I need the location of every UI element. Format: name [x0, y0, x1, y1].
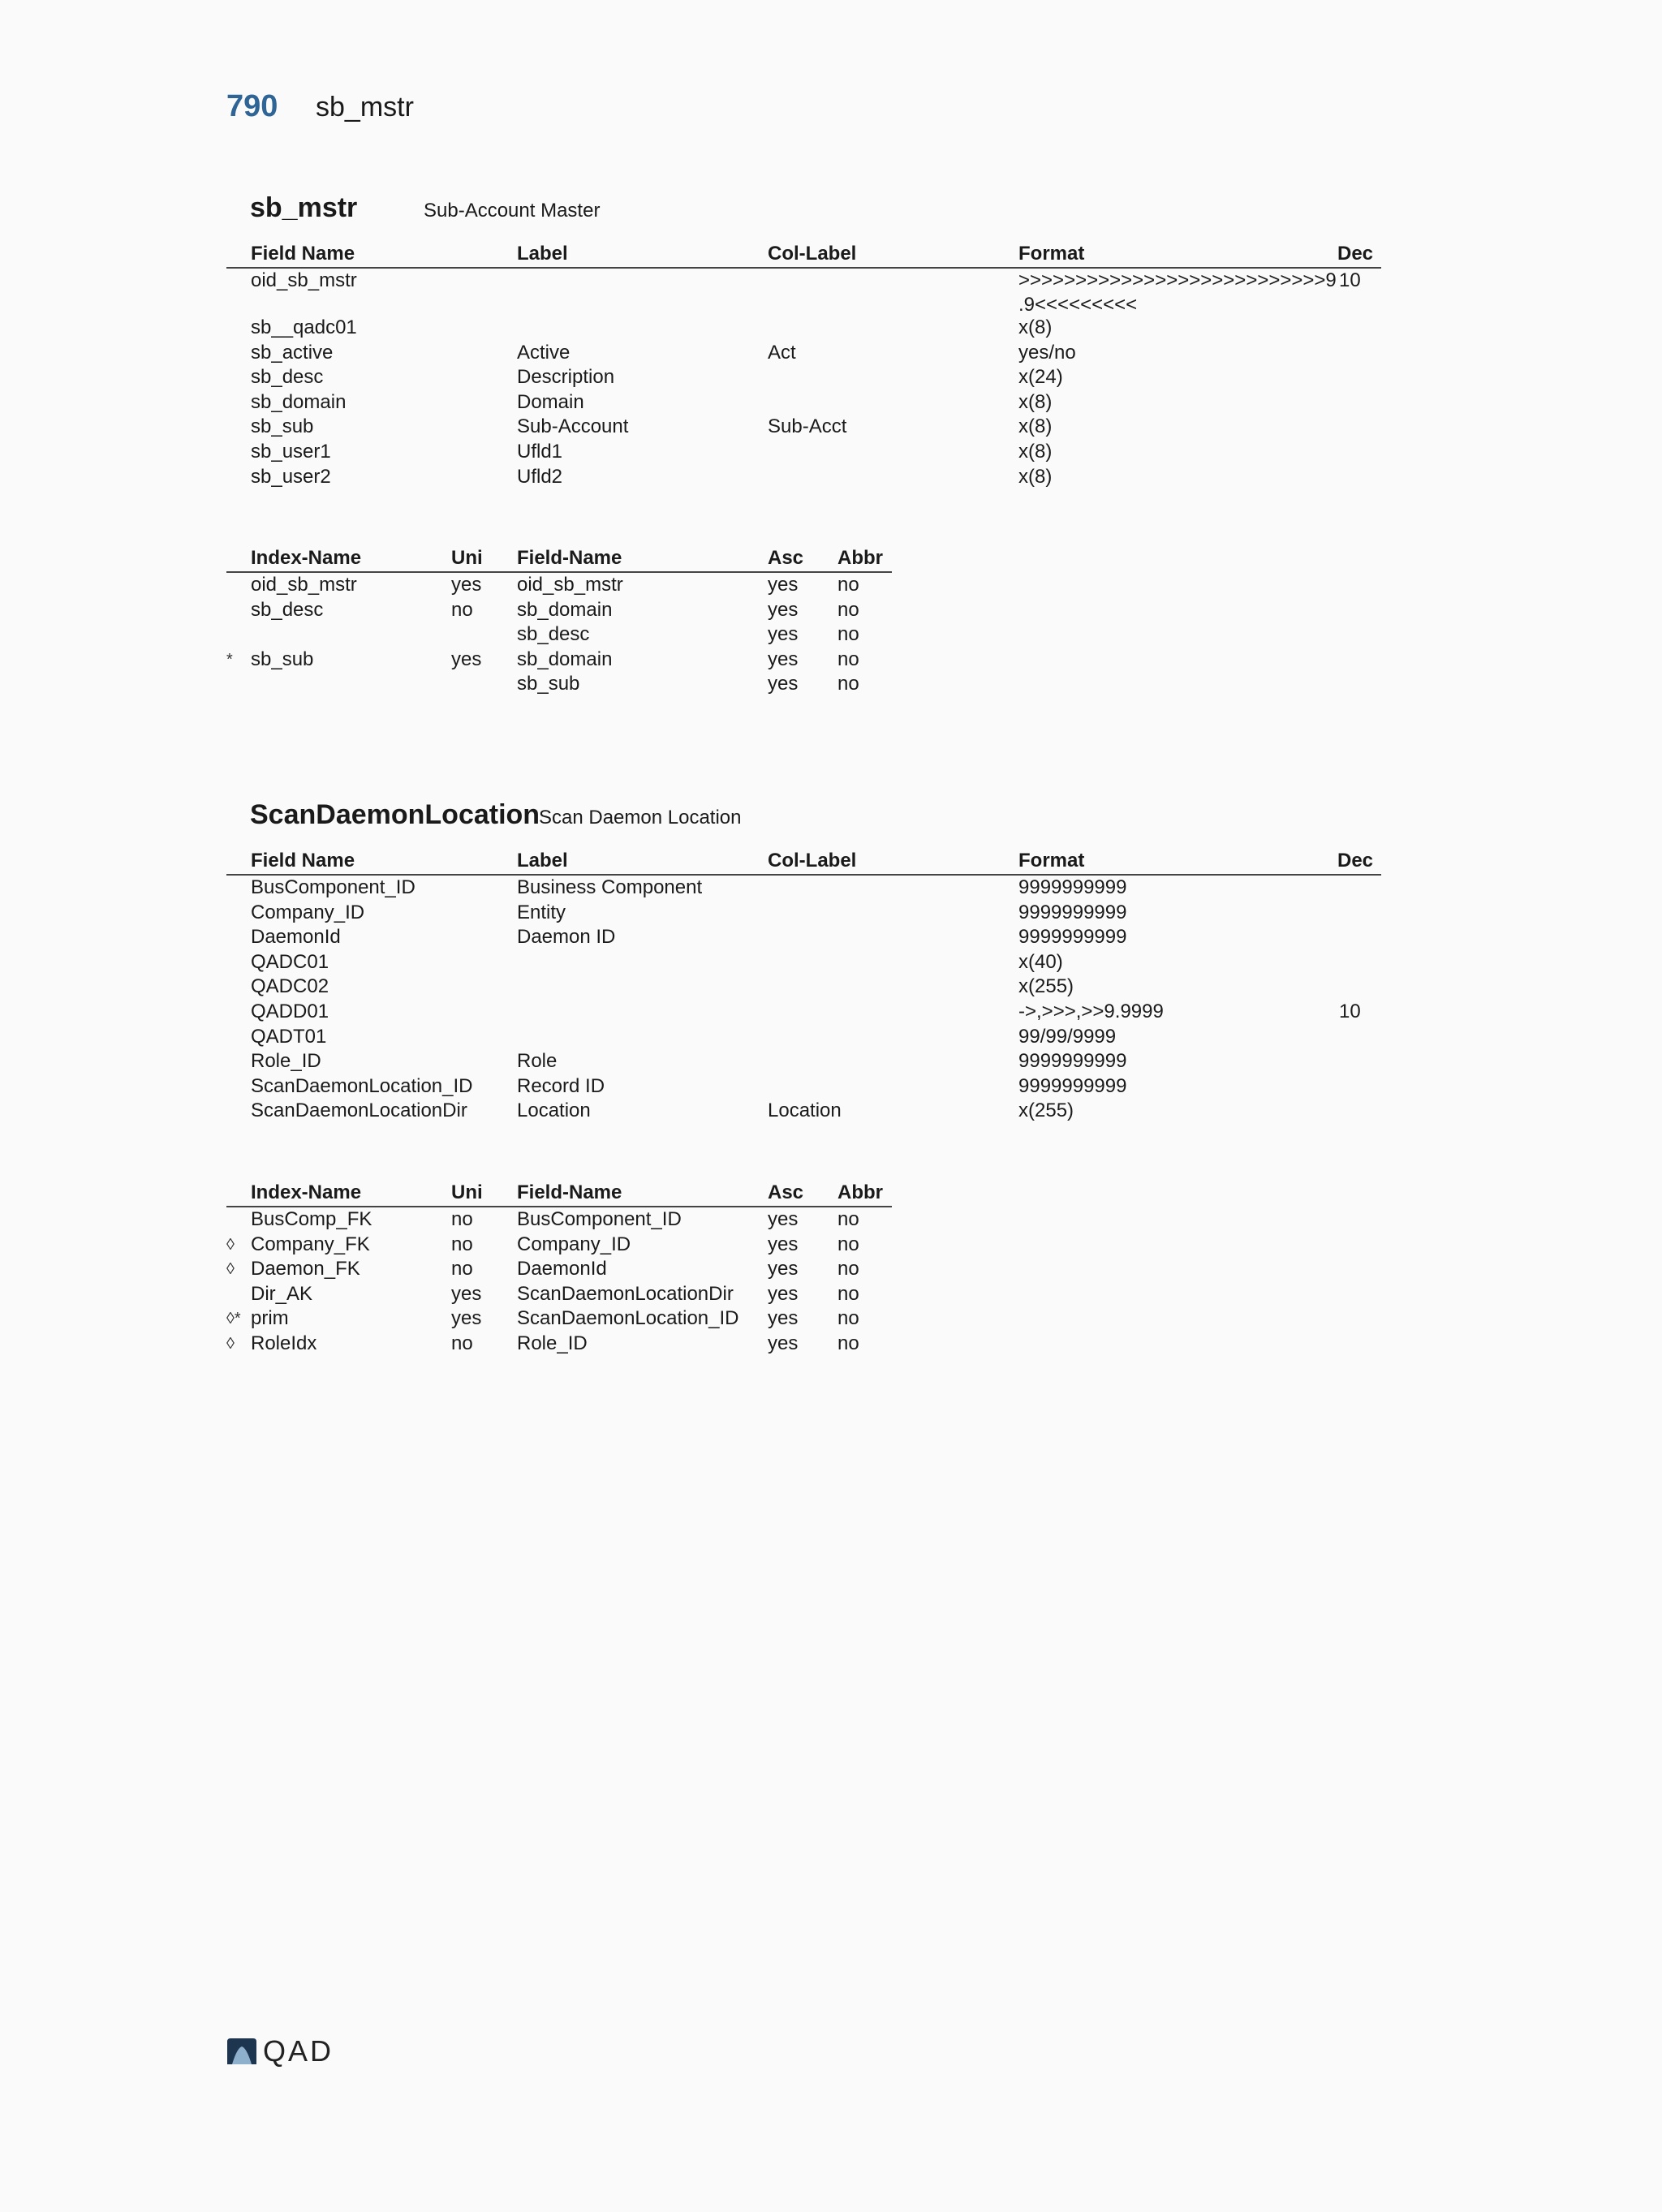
field-label: Domain	[517, 390, 584, 413]
field-format: 9999999999	[1018, 1074, 1127, 1097]
field-format: ->,>>>,>>9.9999	[1018, 1000, 1164, 1022]
index-table-sb-mstr	[226, 547, 892, 697]
field-name: sb_domain	[251, 390, 347, 413]
field-name: Company_ID	[251, 901, 365, 923]
field-label: Sub-Account	[517, 415, 629, 438]
index-uni: yes	[451, 1282, 482, 1305]
index-asc: yes	[768, 574, 799, 596]
field-name: oid_sb_mstr	[251, 269, 357, 291]
index-field-name: DaemonId	[517, 1258, 607, 1280]
field-name: sb_desc	[251, 366, 324, 389]
index-field-name: oid_sb_mstr	[517, 574, 623, 596]
index-table-header	[226, 1181, 892, 1207]
table-row	[226, 925, 1381, 950]
field-col-label: Act	[768, 341, 796, 364]
table-row	[226, 1000, 1381, 1025]
index-uni: yes	[451, 574, 482, 596]
index-asc: yes	[768, 623, 799, 646]
header-index-name: Index-Name	[251, 547, 362, 569]
table-row	[226, 975, 1381, 1000]
table-title-scan-daemon-location: ScanDaemonLocation	[250, 799, 540, 830]
index-field-name: sb_domain	[517, 648, 613, 670]
table-row	[226, 876, 1381, 901]
index-name: RoleIdx	[251, 1332, 317, 1354]
index-field-name: BusComponent_ID	[517, 1208, 682, 1230]
page-number: 790	[226, 89, 278, 123]
field-format: yes/no	[1018, 341, 1076, 364]
field-format: x(40)	[1018, 950, 1063, 973]
running-title: sb_mstr	[316, 92, 414, 123]
field-format: x(8)	[1018, 465, 1053, 488]
field-table-header	[226, 850, 1381, 876]
index-asc: yes	[768, 1233, 799, 1255]
index-uni: no	[451, 1233, 473, 1255]
field-format: 9999999999	[1018, 1050, 1127, 1073]
header-format: Format	[1018, 243, 1085, 265]
index-name: Company_FK	[251, 1233, 370, 1255]
index-field-name: ScanDaemonLocation_ID	[517, 1307, 739, 1330]
field-label: Description	[517, 366, 615, 389]
field-label: Entity	[517, 901, 566, 923]
table-row	[226, 1306, 892, 1332]
field-name: ScanDaemonLocationDir	[251, 1100, 467, 1122]
index-uni: yes	[451, 1307, 482, 1330]
field-table-header	[226, 243, 1381, 269]
field-label: Ufld2	[517, 465, 563, 488]
index-field-name: sb_domain	[517, 598, 613, 621]
field-label: Ufld1	[517, 440, 563, 463]
table-row	[226, 390, 1381, 415]
header-label: Label	[517, 850, 568, 871]
field-dec: 10	[1339, 1000, 1361, 1022]
index-uni: no	[451, 1208, 473, 1230]
field-name: sb_user2	[251, 465, 331, 488]
qad-logo	[226, 2035, 334, 2068]
index-abbr: no	[837, 574, 859, 596]
field-name: sb_user1	[251, 440, 331, 463]
table-row	[226, 415, 1381, 440]
table-row	[226, 1074, 1381, 1100]
field-label: Business Component	[517, 876, 703, 898]
header-dec: Dec	[1337, 850, 1374, 871]
header-field-name: Field-Name	[517, 547, 622, 569]
table-row	[226, 648, 892, 673]
table-row	[226, 901, 1381, 926]
index-abbr: no	[837, 1258, 859, 1280]
field-format: x(8)	[1018, 440, 1053, 463]
index-asc: yes	[768, 673, 799, 695]
field-name: sb__qadc01	[251, 316, 357, 338]
field-label: Daemon ID	[517, 926, 616, 949]
index-field-name: sb_desc	[517, 623, 590, 646]
index-asc: yes	[768, 1258, 799, 1280]
index-marker: ◊	[226, 1260, 235, 1279]
field-label: Record ID	[517, 1074, 605, 1097]
index-abbr: no	[837, 598, 859, 621]
table-title-sb-mstr: sb_mstr	[250, 192, 358, 223]
table-row	[226, 1049, 1381, 1074]
index-marker: *	[226, 650, 233, 669]
table-row	[226, 316, 1381, 341]
table-description-sb-mstr: Sub-Account Master	[424, 200, 601, 222]
index-field-name: Role_ID	[517, 1332, 588, 1354]
field-name: ScanDaemonLocation_ID	[251, 1074, 473, 1097]
header-uni: Uni	[451, 1181, 483, 1203]
index-asc: yes	[768, 1282, 799, 1305]
field-name: sb_sub	[251, 415, 314, 438]
index-abbr: no	[837, 1208, 859, 1230]
index-asc: yes	[768, 648, 799, 670]
table-row	[226, 1025, 1381, 1050]
index-field-name: sb_sub	[517, 673, 580, 695]
header-uni: Uni	[451, 547, 483, 569]
index-abbr: no	[837, 1282, 859, 1305]
header-index-name: Index-Name	[251, 1181, 362, 1203]
table-row	[226, 672, 892, 697]
index-table-scan-daemon-location	[226, 1181, 892, 1357]
field-label: Active	[517, 341, 571, 364]
field-format: x(8)	[1018, 316, 1053, 338]
index-uni: no	[451, 1258, 473, 1280]
field-col-label: Sub-Acct	[768, 415, 847, 438]
field-format: 9999999999	[1018, 876, 1127, 898]
logo-text: QAD	[263, 2034, 334, 2068]
qad-logo-icon	[226, 2037, 258, 2066]
header-col-label: Col-Label	[768, 850, 857, 871]
index-name: Dir_AK	[251, 1282, 313, 1305]
field-table-scan-daemon-location	[226, 850, 1381, 1124]
index-asc: yes	[768, 1332, 799, 1354]
field-label: Role	[517, 1050, 558, 1073]
field-name: Role_ID	[251, 1050, 321, 1073]
field-name: QADC02	[251, 975, 329, 998]
index-abbr: no	[837, 623, 859, 646]
header-asc: Asc	[768, 547, 804, 569]
index-name: sb_desc	[251, 598, 324, 621]
header-format: Format	[1018, 850, 1085, 871]
table-row	[226, 622, 892, 648]
table-row	[226, 269, 1381, 316]
index-uni: yes	[451, 648, 482, 670]
index-marker: ◊	[226, 1235, 235, 1254]
table-row	[226, 1257, 892, 1282]
index-field-name: Company_ID	[517, 1233, 631, 1255]
field-format: x(8)	[1018, 390, 1053, 413]
table-row	[226, 598, 892, 623]
table-row	[226, 1207, 892, 1233]
header-field-name: Field Name	[251, 243, 355, 265]
field-format: 99/99/9999	[1018, 1025, 1117, 1048]
table-row	[226, 1099, 1381, 1124]
index-marker: ◊*	[226, 1310, 241, 1328]
field-name: BusComponent_ID	[251, 876, 416, 898]
index-abbr: no	[837, 1332, 859, 1354]
field-name: QADT01	[251, 1025, 327, 1048]
field-label: Location	[517, 1100, 591, 1122]
field-name: QADC01	[251, 950, 329, 973]
index-abbr: no	[837, 648, 859, 670]
field-name: QADD01	[251, 1000, 329, 1022]
index-name: oid_sb_mstr	[251, 574, 357, 596]
table-row	[226, 1332, 892, 1357]
index-name: BusComp_FK	[251, 1208, 372, 1230]
table-row	[226, 365, 1381, 390]
header-label: Label	[517, 243, 568, 265]
index-name: prim	[251, 1307, 289, 1330]
table-row	[226, 440, 1381, 465]
header-field-name: Field-Name	[517, 1181, 622, 1203]
table-row	[226, 950, 1381, 975]
index-name: Daemon_FK	[251, 1258, 360, 1280]
field-format: x(24)	[1018, 366, 1063, 389]
field-col-label: Location	[768, 1100, 842, 1122]
header-dec: Dec	[1337, 243, 1374, 265]
index-field-name: ScanDaemonLocationDir	[517, 1282, 734, 1305]
field-format: x(8)	[1018, 415, 1053, 438]
index-uni: no	[451, 1332, 473, 1354]
field-name: DaemonId	[251, 926, 341, 949]
field-dec: 10	[1339, 269, 1361, 291]
table-row	[226, 1233, 892, 1258]
table-description-scan-daemon-location: Scan Daemon Location	[539, 807, 742, 828]
field-format: x(255)	[1018, 975, 1074, 998]
index-asc: yes	[768, 598, 799, 621]
header-field-name: Field Name	[251, 850, 355, 871]
field-name: sb_active	[251, 341, 334, 364]
header-abbr: Abbr	[837, 1181, 883, 1203]
index-table-header	[226, 547, 892, 573]
header-col-label: Col-Label	[768, 243, 857, 265]
index-marker: ◊	[226, 1334, 235, 1353]
field-format: 9999999999	[1018, 901, 1127, 923]
table-row	[226, 465, 1381, 490]
index-abbr: no	[837, 673, 859, 695]
index-asc: yes	[768, 1208, 799, 1230]
index-abbr: no	[837, 1307, 859, 1330]
table-row	[226, 573, 892, 598]
field-table-sb-mstr	[226, 243, 1381, 489]
table-row	[226, 341, 1381, 366]
index-asc: yes	[768, 1307, 799, 1330]
field-format: 9999999999	[1018, 926, 1127, 949]
index-uni: no	[451, 598, 473, 621]
table-row	[226, 1282, 892, 1307]
index-name: sb_sub	[251, 648, 314, 670]
header-abbr: Abbr	[837, 547, 883, 569]
field-format: >>>>>>>>>>>>>>>>>>>>>>>>>>>9 .9<<<<<<<<<	[1018, 269, 1337, 316]
index-abbr: no	[837, 1233, 859, 1255]
field-format: x(255)	[1018, 1100, 1074, 1122]
header-asc: Asc	[768, 1181, 804, 1203]
